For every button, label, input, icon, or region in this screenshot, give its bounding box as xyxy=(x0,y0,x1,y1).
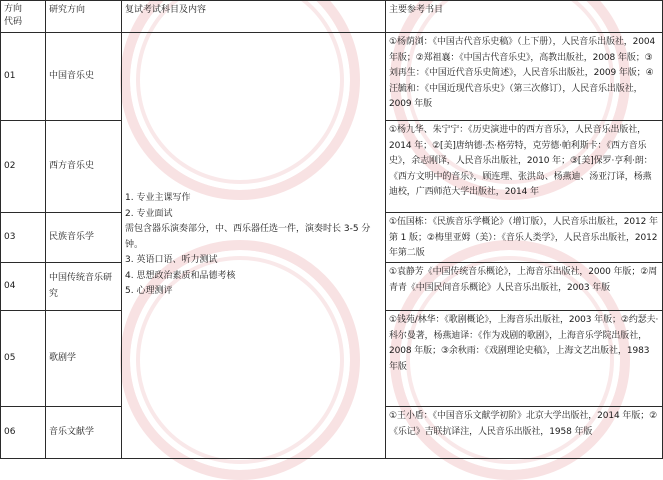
row-code: 01 xyxy=(1,33,46,121)
row-refs: ①杨九华、朱宁宁：《历史演进中的西方音乐》，人民音乐出版社，2014 年；②[美]唐纳德·杰·格劳特，克劳德·帕利斯卡：《西方音乐史》，余志刚译，人民音乐出版社，2010 年；③[美]保罗·亨利·朗：《西方文明中的音乐》，顾连理、张洪岛、杨燕迪、汤亚汀译，杨燕迪校，广西师范大学出版社，2014 年 xyxy=(386,121,663,213)
row-code: 03 xyxy=(1,213,46,263)
row-refs: ①袁静芳《中国传统音乐概论》，上海音乐出版社，2000 年版；②周青青《中国民间音乐概论》人民音乐出版社，2003 年版 xyxy=(386,263,663,311)
row-direction: 中国传统音乐研究 xyxy=(46,263,122,311)
header-row xyxy=(1,1,663,33)
exam-item: 2. 专业面试 xyxy=(125,208,173,219)
exam-item: 1. 专业主课写作 xyxy=(125,193,191,204)
header-code-line1: 方向 xyxy=(4,4,23,14)
row-code: 05 xyxy=(1,311,46,407)
header-refs: 主要参考书目 xyxy=(386,1,663,33)
exam-item: 5. 心理测评 xyxy=(125,286,173,297)
table-row xyxy=(1,33,663,121)
row-direction: 音乐文献学 xyxy=(46,407,122,459)
header-code-line2: 代码 xyxy=(4,17,23,27)
row-code: 06 xyxy=(1,407,46,459)
row-code: 04 xyxy=(1,263,46,311)
row-direction: 民族音乐学 xyxy=(46,213,122,263)
header-direction: 研究方向 xyxy=(46,1,122,33)
row-refs: ①钱苑/林华：《歌剧概论》，上海音乐出版社，2003 年版；②约瑟夫·科尔曼著，杨燕迪译：《作为戏剧的歌剧》，上海音乐学院出版社，2008 年版；③余秋雨：《戏剧理论史稿》，上海文艺出版社，1983 年版 xyxy=(386,311,663,407)
row-direction: 西方音乐史 xyxy=(46,121,122,213)
header-exam: 复试考试科目及内容 xyxy=(122,1,386,33)
exam-item: 需包含器乐演奏部分，中、西乐器任选一件，演奏时长 3-5 分钟。 xyxy=(125,224,371,250)
header-code xyxy=(1,1,46,33)
row-code: 02 xyxy=(1,121,46,213)
exam-item: 3. 英语口语、听力测试 xyxy=(125,255,218,266)
row-direction: 歌剧学 xyxy=(46,311,122,407)
exam-content-cell xyxy=(122,33,386,459)
row-direction: 中国音乐史 xyxy=(46,33,122,121)
row-refs: ①王小盾：《中国音乐文献学初阶》北京大学出版社，2014 年版；②《乐记》吉联抗译注，人民音乐出版社，1958 年版 xyxy=(386,407,663,459)
row-refs: ①杨荫浏：《中国古代音乐史稿》（上下册），人民音乐出版社，2004 年版；②郑祖襄：《中国古代音乐史》，高教出版社，2008 年版；③刘再生：《中国近代音乐史简述》，人民音乐出版社，2009 年版；④汪毓和：《中国近现代音乐史》（第三次修订），人民音乐出版社，2009 年版 xyxy=(386,33,663,121)
exam-item: 4. 思想政治素质和品德考核 xyxy=(125,270,236,281)
row-refs: ①伍国栋：《民族音乐学概论》（增订版），人民音乐出版社，2012 年第 1 版；②梅里亚姆（美）：《音乐人类学》，人民音乐出版社，2012 年第二版 xyxy=(386,213,663,263)
